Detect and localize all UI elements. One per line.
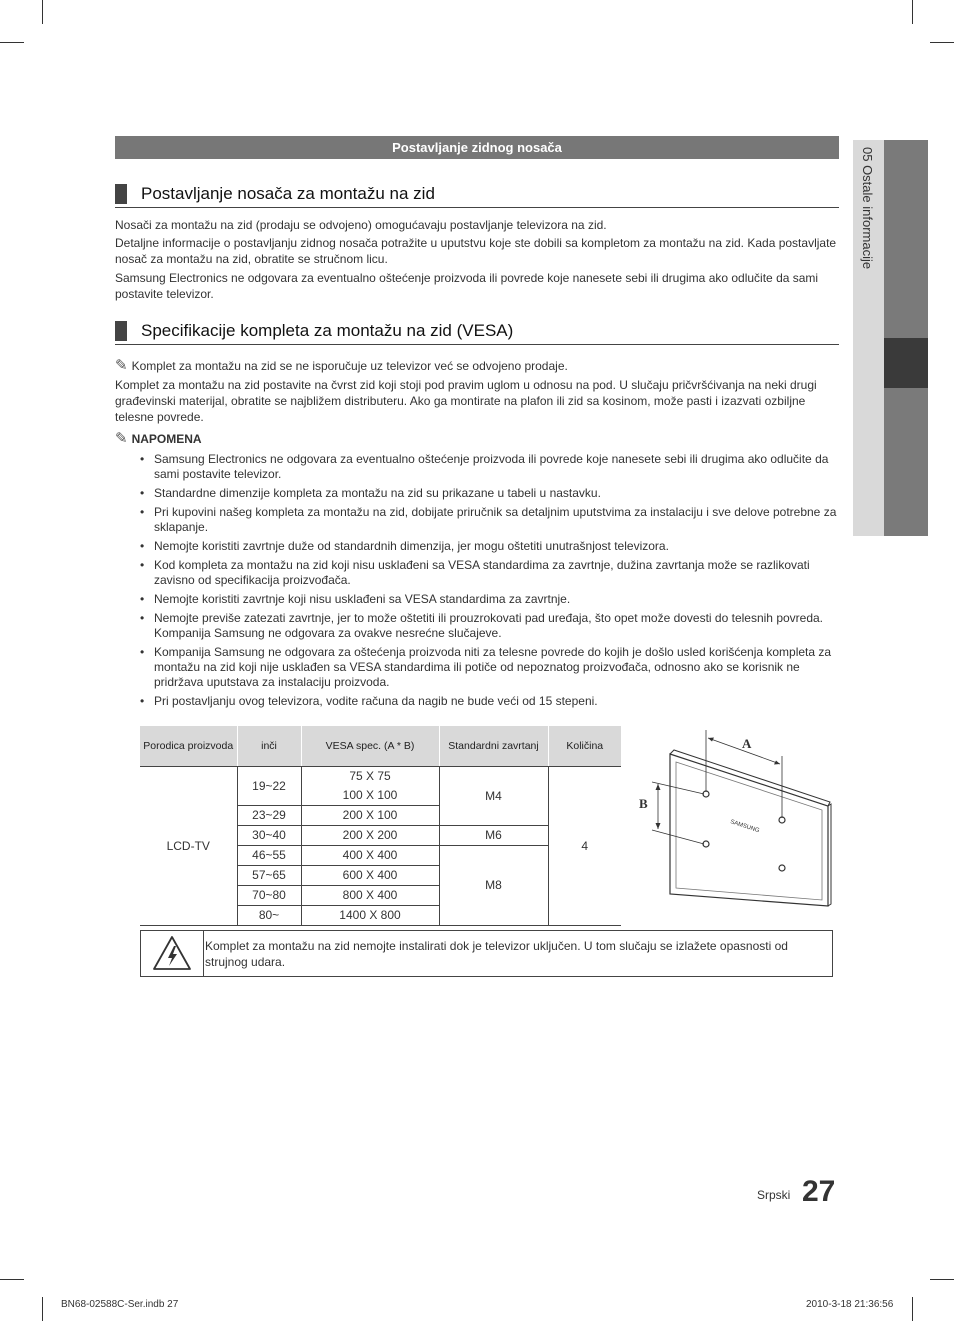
pencil-icon: ✎ (115, 357, 128, 374)
table-cell-vesa: 800 X 400 (301, 886, 439, 906)
table-cell-vesa: 200 X 100 (301, 806, 439, 826)
paragraph: Nosači za montažu na zid (prodaju se odvojeno) omogućavaju postavljanje televizora na zid. (115, 218, 607, 232)
table-cell-vesa: 75 X 75 (301, 767, 439, 787)
footer-language: Srpski (757, 1188, 791, 1202)
list-item: • Standardne dimenzije kompleta za montažu na zid su prikazane u tabeli u nastavku. (140, 486, 840, 501)
column-header: inči (237, 726, 301, 767)
table-cell-inch: 80~ (237, 906, 301, 926)
column-header: Standardni zavrtanj (439, 726, 548, 767)
warning-icon-box (141, 931, 204, 976)
list-item: • Kod kompleta za montažu na zid koji nisu usklađeni sa VESA standardima za zavrtnje, dužina zavrtanja može se razlikovati zavisno od specifikacija proizvođača. (140, 558, 840, 588)
crop-mark (930, 42, 954, 43)
electric-shock-warning-icon (141, 931, 203, 976)
table-cell-screw: M4 (439, 767, 548, 826)
warning-text: Komplet za montažu na zid nemojte instalirati dok je televizor uključen. U tom slučaju se izlažete opasnosti od strujnog udara. (205, 939, 788, 969)
heading-marker (115, 321, 127, 341)
table-cell-inch: 23~29 (237, 806, 301, 826)
list-item: • Nemojte koristiti zavrtnje koji nisu usklađeni sa VESA standardima za zavrtnje. (140, 592, 840, 607)
heading-text: Postavljanje nosača za montažu na zid (141, 184, 435, 203)
table-cell-vesa: 400 X 400 (301, 846, 439, 866)
crop-mark (912, 1297, 913, 1321)
crop-mark (930, 1279, 954, 1280)
section-title-bar: Postavljanje zidnog nosača (115, 136, 839, 159)
table-cell-vesa: 200 X 200 (301, 826, 439, 846)
table-cell-family: LCD-TV (140, 767, 237, 926)
list-item: • Samsung Electronics ne odgovara za eventualno oštećenje proizvoda ili povrede koje nanesete sebi ili drugima ako odlučite da sami postavite televizor. (140, 452, 840, 482)
table-cell-vesa: 1400 X 800 (301, 906, 439, 926)
heading-text: Specifikacije kompleta za montažu na zid (VESA) (141, 321, 514, 340)
side-tab-label: 05 Ostale informacije (860, 147, 875, 270)
crop-mark (0, 1279, 24, 1280)
table-cell-screw: M8 (439, 846, 548, 926)
column-header: Količina (548, 726, 621, 767)
table-cell-inch: 57~65 (237, 866, 301, 886)
paragraph: Detaljne informacije o postavljanju zidnog nosača potražite u uputstvu koje ste dobili sa kompletom za montažu na zid. Kada postavljate nosač za montažu na zid, obratite se stručnom licu. (115, 236, 837, 266)
heading-marker (115, 184, 127, 204)
list-item: • Pri postavljanju ovog televizora, vodite računa da nagib ne bude veći od 15 stepeni. (140, 694, 840, 709)
list-item: • Pri kupovini našeg kompleta za montažu na zid, dobijate priručnik sa detaljnim uputstvima za instalaciju i sve delove potrebne za sklapanje. (140, 505, 840, 535)
list-item: • Kompanija Samsung ne odgovara za oštećenja proizvoda niti za telesne povrede do kojih je došlo usled korišćenja kompleta za montažu na zid koji nije usklađen sa VESA standardima ili potiče od nepoznatog proizvođača, odnosno ako se korisnik ne pridržava uputstava za instalaciju proizvoda. (140, 645, 840, 690)
footer-file-info: BN68-02588C-Ser.indb 27 (61, 1299, 179, 1310)
table-cell-vesa: 100 X 100 (301, 786, 439, 806)
table-cell-inch: 46~55 (237, 846, 301, 866)
paragraph: Komplet za montažu na zid postavite na čvrst zid koji stoji pod pravim uglom u odnosu na pod. U slučaju pričvršćivanja na neki drugi građevinski materijal, obratite se najbližem distributeru. Ako ga montirate na plafon ili zid sa kosinom, može pasti i izazvati ozbiljne telesne povrede. (115, 378, 817, 424)
table-header-row (140, 726, 621, 767)
table-cell-vesa: 600 X 400 (301, 866, 439, 886)
warning-box (140, 930, 833, 977)
note-text: Komplet za montažu na zid se ne isporučuje uz televizor već se odvojeno prodaje. (131, 359, 568, 373)
note-bullet-list (140, 452, 840, 713)
diagram-label-b: B (639, 796, 648, 811)
diagram-brand: SAMSUNG (729, 819, 761, 835)
napomena-heading (115, 431, 839, 447)
pencil-icon: ✎ (115, 430, 128, 447)
heading-vesa-specs (115, 320, 839, 345)
table-cell-inch: 19~22 (237, 767, 301, 806)
crop-mark (42, 1297, 43, 1321)
crop-mark (912, 0, 913, 24)
heading-wall-mount (115, 183, 839, 208)
crop-mark (0, 42, 24, 43)
table-cell-inch: 30~40 (237, 826, 301, 846)
list-item: • Nemojte previše zatezati zavrtnje, jer to može oštetiti ili prouzrokovati pad uređaja, što opet može dovesti do telesnih povreda. Kompanija Samsung ne odgovara za ovakve nesrećne slučajeve. (140, 611, 840, 641)
list-item: • Nemojte koristiti zavrtnje duže od standardnih dimenzija, jer mogu oštetiti unutrašnjost televizora. (140, 539, 840, 554)
column-header: Porodica proizvoda (140, 726, 237, 767)
table-cell-screw: M6 (439, 826, 548, 846)
column-header: VESA spec. (A * B) (301, 726, 439, 767)
table-cell-inch: 70~80 (237, 886, 301, 906)
paragraph: Samsung Electronics ne odgovara za eventualno oštećenje proizvoda ili povrede koje nanesete sebi ili drugima ako odlučite da sami postavite televizor. (115, 271, 819, 301)
vesa-spec-table (140, 726, 621, 926)
diagram-label-a: A (742, 736, 752, 751)
table-row (140, 767, 621, 787)
napomena-label: NAPOMENA (131, 432, 202, 446)
page-number: 27 (802, 1175, 836, 1208)
note-line (115, 358, 839, 374)
table-cell-quantity: 4 (548, 767, 621, 926)
tv-back-diagram (630, 726, 840, 916)
footer-date: 2010-3-18 21:36:56 (806, 1299, 894, 1310)
side-tab-active-marker (884, 338, 928, 388)
crop-mark (42, 0, 43, 24)
